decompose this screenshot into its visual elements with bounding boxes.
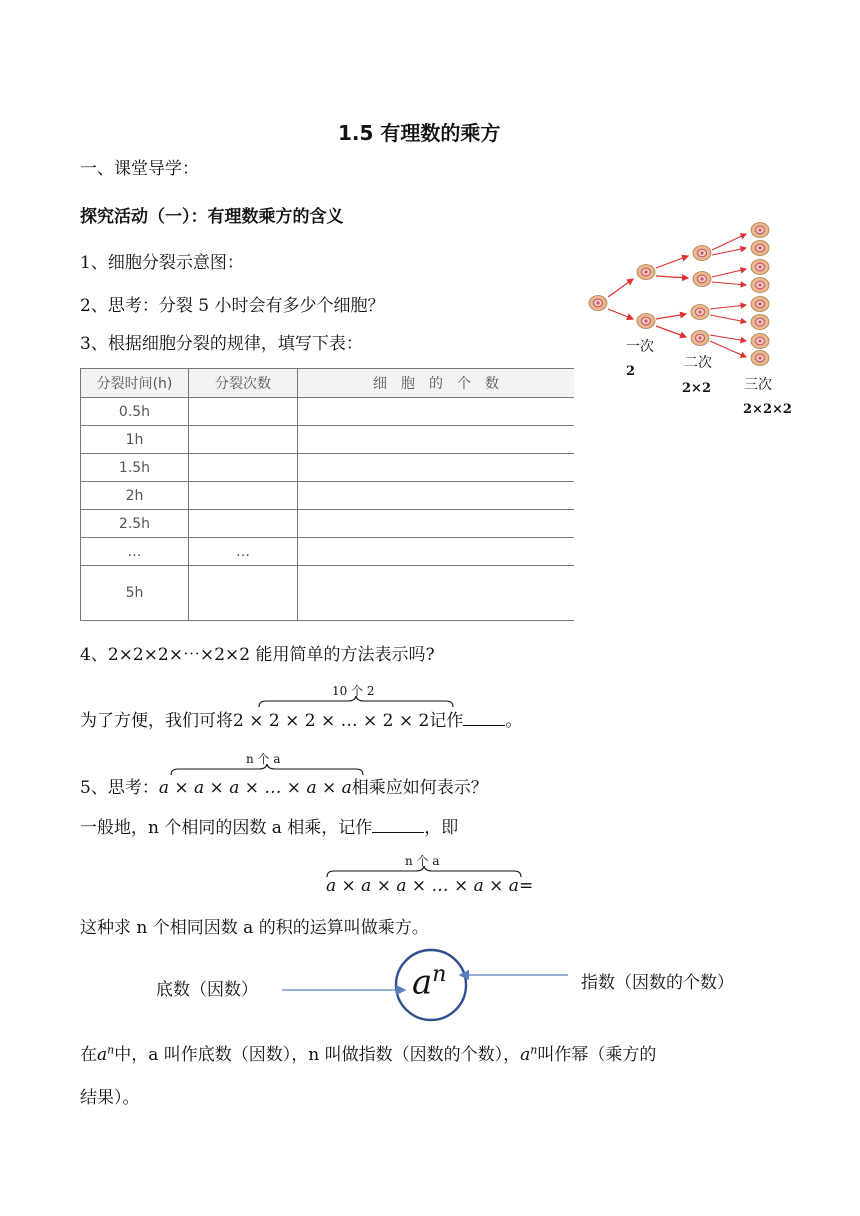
table-row <box>81 566 575 621</box>
question-4: 4、2×2×2×⋯×2×2 能用简单的方法表示吗? <box>80 645 435 665</box>
arrow-icon <box>712 234 746 250</box>
brace-label: 10 个 2 <box>332 684 375 698</box>
answer-cell[interactable] <box>189 454 298 482</box>
brace-label: n 个 a <box>246 752 281 766</box>
table-header: 分裂次数 <box>189 369 298 398</box>
stage2-value: 2×2 <box>682 381 711 396</box>
notation-text: 记作 <box>429 711 464 731</box>
answer-cell[interactable] <box>298 510 575 538</box>
answer-blank[interactable] <box>463 709 505 726</box>
cell-icon <box>589 296 607 311</box>
table-cell: 0.5h <box>81 398 189 426</box>
answer-cell[interactable] <box>189 510 298 538</box>
table-header: 分裂时间(h) <box>81 369 189 398</box>
explanation-text: 中，a 叫作底数（因数），n 叫做指数（因数的个数）， <box>114 1045 521 1065</box>
question-5-prefix: 5、思考： <box>80 778 159 798</box>
stage3-label: 三次 <box>744 377 772 393</box>
base-symbol: a <box>520 1045 531 1065</box>
formula-line <box>326 876 533 896</box>
cell-icon <box>751 278 769 293</box>
stage3-value: 2×2×2 <box>743 402 792 417</box>
arrow-icon <box>656 276 688 278</box>
stage1-value: 2 <box>626 364 636 379</box>
cell-icon <box>693 246 711 261</box>
answer-cell[interactable] <box>298 454 575 482</box>
explanation-line-1 <box>80 1040 656 1065</box>
base-symbol: a <box>97 1045 108 1065</box>
question-3: 3、根据细胞分裂的规律，填写下表： <box>80 334 363 354</box>
arrow-icon <box>710 315 746 322</box>
table-cell: … <box>81 538 189 566</box>
base-label: 底数（因数） <box>156 980 258 1000</box>
answer-cell[interactable] <box>298 538 575 566</box>
answer-cell[interactable] <box>298 566 575 621</box>
answer-cell[interactable] <box>189 482 298 510</box>
general-text-end: ，即 <box>424 818 459 838</box>
table-cell: 5h <box>81 566 189 621</box>
arrow-icon <box>710 341 746 357</box>
answer-cell[interactable] <box>298 426 575 454</box>
product-expression: a × a × a × … × a × a <box>158 778 352 798</box>
page-title: 1.5 有理数的乘方 <box>338 121 501 145</box>
arrow-icon <box>608 309 633 319</box>
question-5-suffix: 相乘应如何表示？ <box>351 778 488 798</box>
explanation-text: 在 <box>80 1045 97 1065</box>
convenience-prefix: 为了方便，我们可将 <box>80 711 233 731</box>
cell-icon <box>751 334 769 349</box>
table-row <box>81 454 575 482</box>
period: 。 <box>505 711 523 731</box>
exponent-label: 指数（因数的个数） <box>581 973 734 993</box>
answer-cell[interactable] <box>298 482 575 510</box>
cell-icon <box>751 260 769 275</box>
cell-icon <box>693 272 711 287</box>
table-cell: … <box>189 538 298 566</box>
general-text: 一般地，n 个相同的因数 a 相乘，记作 <box>80 818 373 838</box>
section-heading: 一、课堂导学： <box>80 159 199 179</box>
table-row <box>81 398 575 426</box>
stage1-label: 一次 <box>626 339 654 355</box>
exponent-symbol: n <box>107 1043 115 1057</box>
cell-icon <box>751 241 769 256</box>
table-cell: 1.5h <box>81 454 189 482</box>
explanation-text: 叫作幂（乘方的 <box>537 1045 657 1065</box>
table-row <box>81 538 575 566</box>
arrow-icon <box>608 279 633 297</box>
arrow-icon <box>712 282 746 285</box>
answer-blank[interactable] <box>372 816 424 833</box>
question-1: 1、细胞分裂示意图： <box>80 253 244 273</box>
table-row <box>81 510 575 538</box>
general-statement <box>80 813 458 838</box>
explanation-line-2: 结果）。 <box>80 1088 140 1108</box>
base-symbol: a <box>412 962 433 1003</box>
table-cell: 2h <box>81 482 189 510</box>
cell-division-table <box>80 368 574 621</box>
exponent-symbol: n <box>530 1043 538 1057</box>
arrow-icon <box>710 305 746 309</box>
cell-icon <box>637 314 655 329</box>
arrow-icon <box>712 248 746 255</box>
arrow-icon <box>656 256 688 268</box>
stage2-label: 二次 <box>684 355 712 371</box>
cell-icon <box>751 315 769 330</box>
cell-icon <box>691 305 709 320</box>
cell-icon <box>751 223 769 238</box>
table-cell: 2.5h <box>81 510 189 538</box>
question-2: 2、思考：分裂 5 小时会有多少个细胞？ <box>80 296 385 316</box>
arrow-icon <box>710 335 746 341</box>
answer-cell[interactable] <box>189 426 298 454</box>
product-expression: 2 × 2 × 2 × … × 2 × 2 <box>233 711 430 731</box>
answer-cell[interactable] <box>298 398 575 426</box>
power-symbol <box>412 962 446 1002</box>
answer-cell[interactable] <box>189 566 298 621</box>
arrow-icon <box>712 269 746 277</box>
product-expression: a × a × a × … × a × a <box>326 876 519 896</box>
answer-cell[interactable] <box>189 398 298 426</box>
cell-icon <box>751 351 769 366</box>
table-row <box>81 426 575 454</box>
exponent-symbol: n <box>432 962 447 987</box>
table-header: 细 胞 的 个 数 <box>298 369 575 398</box>
convenience-line <box>80 706 522 731</box>
definition-text: 这种求 n 个相同因数 a 的积的运算叫做乘方。 <box>80 918 429 938</box>
cell-icon <box>691 331 709 346</box>
arrow-icon <box>656 314 686 319</box>
equals-sign: = <box>518 876 534 896</box>
table-row <box>81 482 575 510</box>
table-cell: 1h <box>81 426 189 454</box>
cell-icon <box>751 297 769 312</box>
cell-icon <box>637 265 655 280</box>
arrow-icon <box>656 326 686 337</box>
question-5 <box>80 773 488 798</box>
activity-heading: 探究活动（一）：有理数乘方的含义 <box>80 207 344 227</box>
brace-label: n 个 a <box>405 854 440 868</box>
